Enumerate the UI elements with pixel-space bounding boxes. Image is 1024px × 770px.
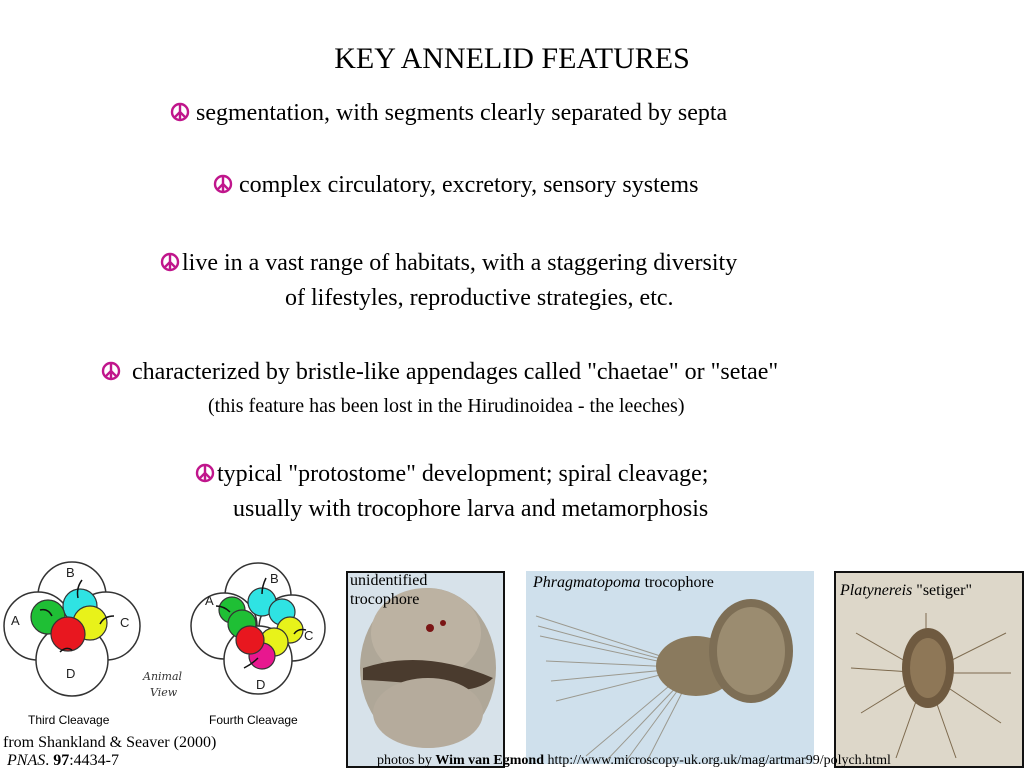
label-b-fourth: B bbox=[270, 571, 279, 586]
citation: from Shankland & Seaver (2000) bbox=[3, 734, 217, 751]
platynereis-rest: "setiger" bbox=[912, 582, 972, 599]
label-d: D bbox=[66, 666, 76, 681]
label-c: C bbox=[120, 615, 130, 630]
bullet-development-continued: usually with trocophore larva and metamorphosis bbox=[233, 496, 709, 522]
bullet-chaetae-note: (this feature has been lost in the Hirudinoidea - the leeches) bbox=[208, 395, 685, 417]
bullet-systems bbox=[213, 168, 698, 202]
phragmatopoma-illustration bbox=[526, 571, 814, 764]
bullet-text: live in a vast range of habitats, with a staggering diversity bbox=[182, 250, 738, 276]
peace-sign-icon bbox=[170, 102, 190, 122]
journal-name: PNAS bbox=[7, 752, 46, 769]
phragmatopoma-genus: Phragmatopoma bbox=[533, 574, 641, 591]
phragmatopoma-rest: trocophore bbox=[640, 574, 714, 591]
unidentified-label-line2: trocophore bbox=[350, 591, 420, 608]
bullet-text: complex circulatory, excretory, sensory systems bbox=[239, 172, 699, 198]
label-a: A bbox=[11, 613, 20, 628]
credit-url: http://www.microscopy-uk.org.uk/mag/artmar99/polych.html bbox=[544, 753, 891, 768]
peace-sign-icon bbox=[101, 361, 121, 381]
bullet-development bbox=[195, 457, 708, 491]
bullet-chaetae bbox=[101, 355, 778, 389]
photo-platynereis-setiger bbox=[834, 571, 1024, 768]
unidentified-label-line1: unidentified bbox=[350, 572, 428, 589]
label-c-fourth: C bbox=[304, 628, 314, 643]
journal-volume: 97 bbox=[53, 752, 70, 769]
peace-sign-icon bbox=[195, 463, 215, 483]
platynereis-genus: Platynereis bbox=[840, 582, 913, 599]
credit-name: Wim van Egmond bbox=[435, 753, 545, 768]
peace-sign-icon bbox=[160, 252, 180, 272]
platynereis-label bbox=[840, 581, 972, 600]
label-d-fourth: D bbox=[256, 677, 266, 692]
credit-prefix: photos by bbox=[377, 753, 436, 768]
bullet-habitats-continued: of lifestyles, reproductive strategies, etc. bbox=[285, 285, 674, 311]
third-cleavage-caption: Third Cleavage bbox=[28, 713, 110, 727]
phragmatopoma-label bbox=[533, 573, 714, 592]
animal-view-label-line1: Animal bbox=[143, 670, 183, 683]
label-b: B bbox=[66, 565, 75, 580]
page-title: KEY ANNELID FEATURES bbox=[334, 42, 690, 75]
journal-pages: :4434-7 bbox=[69, 752, 119, 769]
citation-journal: PNAS. 97:4434-7 bbox=[7, 752, 119, 769]
platynereis-illustration bbox=[836, 573, 1022, 766]
label-a-fourth: A bbox=[205, 593, 214, 608]
bullet-segmentation bbox=[170, 96, 727, 130]
peace-sign-icon bbox=[213, 174, 233, 194]
cleavage-diagram bbox=[0, 556, 340, 734]
bullet-text: characterized by bristle-like appendages called "chaetae" or "setae" bbox=[132, 359, 779, 385]
animal-view-label-line2: View bbox=[150, 686, 178, 699]
fourth-cleavage-caption: Fourth Cleavage bbox=[209, 713, 298, 727]
photo-phragmatopoma-trocophore bbox=[526, 571, 814, 764]
bullet-habitats bbox=[160, 246, 737, 280]
bullet-text: segmentation, with segments clearly separated by septa bbox=[196, 100, 728, 126]
bullet-text: typical "protostome" development; spiral cleavage; bbox=[217, 461, 709, 487]
photo-credit bbox=[377, 751, 891, 770]
